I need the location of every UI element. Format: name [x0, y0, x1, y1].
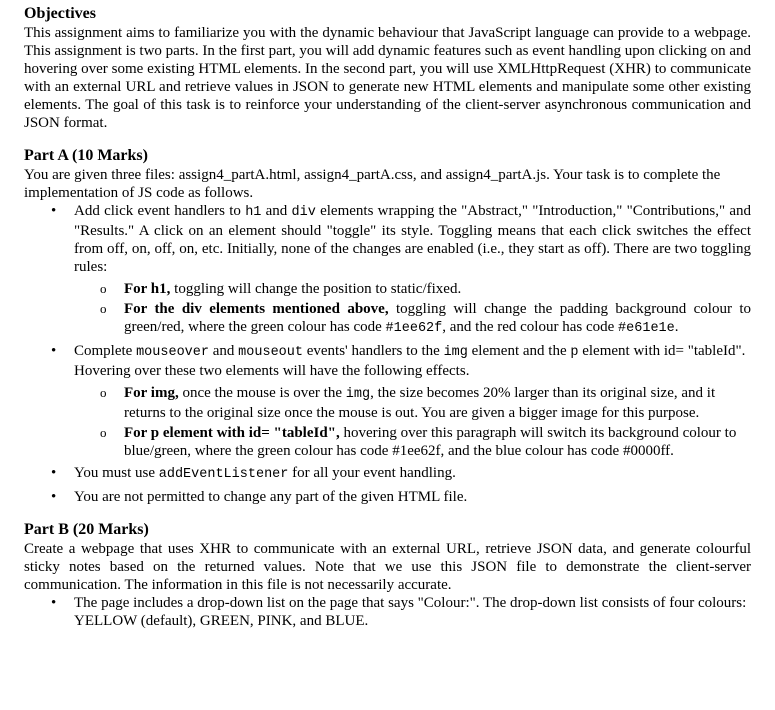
bullet-icon: • [51, 489, 57, 505]
part-b-heading: Part B (20 Marks) [24, 521, 149, 538]
hollow-bullet-icon: o [100, 425, 107, 440]
objectives-section [24, 4, 751, 132]
part-b-bullet-list [24, 594, 751, 630]
bullet-icon: • [51, 465, 57, 481]
list-item: o For img, once the mouse is over the img, the size becomes 20% larger than its original size, and it returns to the original size once the mouse is out. You are given a bigger image for this purpose. [100, 385, 716, 421]
part-b-section [24, 520, 751, 630]
list-item [24, 464, 751, 484]
bullet-text: Add click event handlers to h1 and div elements wrapping the "Abstract," "Introduction," "Contributions," and "Results." A click on an element should "toggle" its style. Toggling means that each click switches the effect from off, on, off, on, etc. Initially, none of the changes are enabled (i.e., they start as off). There are two toggling rules: [74, 203, 751, 275]
sub-bullet-list [74, 280, 751, 338]
bullet-text: Complete mouseover and mouseout events' handlers to the img element and the p element with id= "tableId". Hovering over these two elements will have the following effects. [74, 343, 746, 379]
objectives-paragraph: This assignment aims to familiarize you with the dynamic behaviour that JavaScript language can provide to a webpage. This assignment is two parts. In the first part, you will add dynamic features such as event handling upon clicking on and hovering over some existing HTML elements. In the second part, you will use XMLHttpRequest (XHR) to communicate with an external URL and retrieve values in JSON to generate new HTML elements and manipulate some other existing elements. The goal of this task is to reinforce your understanding of the client-server asynchronous communication and JSON format. [24, 25, 751, 131]
bullet-text: You must use addEventListener for all your event handling. [74, 465, 456, 482]
hollow-bullet-icon: o [100, 301, 107, 316]
bullet-icon: • [51, 343, 57, 359]
list-item: o For p element with id= "tableId", hovering over this paragraph will switch its background colour to blue/green, where the green colour has code #1ee62f, and the blue colour has code #0000ff. [100, 425, 737, 459]
part-a-section [24, 146, 751, 506]
bullet-icon: • [51, 595, 57, 611]
list-item [24, 488, 751, 506]
part-a-heading: Part A (10 Marks) [24, 147, 148, 164]
list-item: o For h1, toggling will change the position to static/fixed. [100, 281, 462, 297]
part-a-bullet-list [24, 202, 751, 506]
list-item [24, 342, 751, 460]
bullet-text: You are not permitted to change any part of the given HTML file. [74, 489, 468, 505]
sub-bullet-list [74, 384, 751, 460]
hollow-bullet-icon: o [100, 385, 107, 400]
bullet-text: The page includes a drop-down list on the page that says "Colour:". The drop-down list consists of four colours: YELLOW (default), GREEN, PINK, and BLUE. [74, 595, 747, 629]
objectives-heading: Objectives [24, 5, 96, 22]
list-item [24, 202, 751, 338]
hollow-bullet-icon: o [100, 281, 107, 296]
part-b-intro: Create a webpage that uses XHR to communicate with an external URL, retrieve JSON data, and generate colourful sticky notes based on the returned values. Note that we use this JSON file to demonstrate the client-server communication. The information in this file is not necessarily accurate. [24, 541, 751, 593]
list-item: o For the div elements mentioned above, toggling will change the padding background colour to green/red, where the green colour has code #1ee62f, and the red colour has code #e61e1e. [100, 301, 751, 336]
part-a-intro: You are given three files: assign4_partA.html, assign4_partA.css, and assign4_partA.js. Your task is to complete the implementation of JS code as follows. [24, 167, 721, 201]
list-item [24, 594, 751, 630]
bullet-icon: • [51, 203, 57, 219]
